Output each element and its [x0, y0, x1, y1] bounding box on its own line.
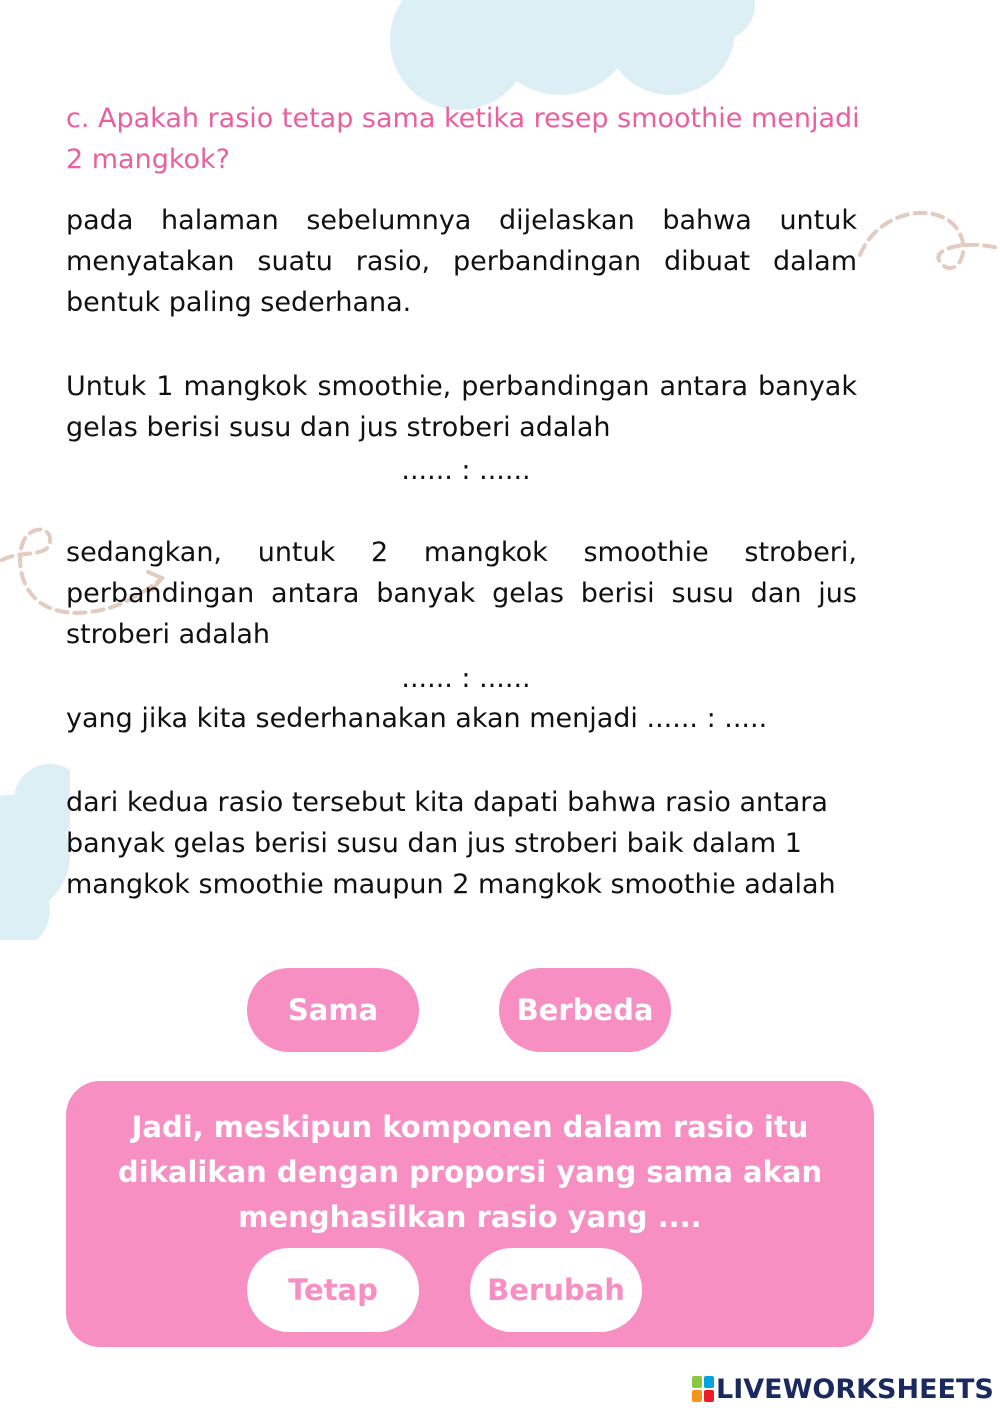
ratio-blank-one-bowl[interactable]: ...... : ......	[401, 455, 531, 486]
summary-box	[66, 1081, 874, 1347]
cloud-top-decoration	[380, 0, 760, 110]
intro-paragraph: pada halaman sebelumnya dijelaskan bahwa untuk menyatakan suatu rasio, perbandingan dibuat dalam bentuk paling sederhana.	[66, 205, 857, 318]
changed-button[interactable]: Berubah	[470, 1248, 642, 1332]
liveworksheets-logo	[692, 1372, 994, 1406]
dashed-loop-right-decoration	[858, 200, 1000, 290]
question-heading: c. Apakah rasio tetap sama ketika resep smoothie menjadi 2 mangkok?	[66, 103, 860, 175]
ratio-blank-two-bowls[interactable]: ...... : ......	[401, 663, 531, 694]
summary-text: Jadi, meskipun komponen dalam rasio itu dikalikan dengan proporsi yang sama akan menghasilkan rasio yang ....	[117, 1110, 823, 1234]
same-button[interactable]: Sama	[247, 968, 419, 1052]
two-bowls-paragraph: sedangkan, untuk 2 mangkok smoothie stroberi, perbandingan antara banyak gelas berisi susu dan jus stroberi adalah	[66, 537, 857, 650]
liveworksheets-grid-icon	[692, 1376, 714, 1402]
brand-name: LIVEWORKSHEETS	[716, 1373, 994, 1405]
fixed-button[interactable]: Tetap	[247, 1248, 419, 1332]
one-bowl-paragraph: Untuk 1 mangkok smoothie, perbandingan antara banyak gelas berisi susu dan jus stroberi adalah	[66, 371, 857, 443]
different-button[interactable]: Berbeda	[499, 968, 671, 1052]
cloud-left-decoration	[0, 760, 70, 940]
conclusion-paragraph: dari kedua rasio tersebut kita dapati bahwa rasio antara banyak gelas berisi susu dan jus stroberi baik dalam 1 mangkok smoothie maupun 2 mangkok smoothie adalah	[66, 787, 836, 900]
simplified-paragraph: yang jika kita sederhanakan akan menjadi ...... : .....	[66, 703, 768, 734]
